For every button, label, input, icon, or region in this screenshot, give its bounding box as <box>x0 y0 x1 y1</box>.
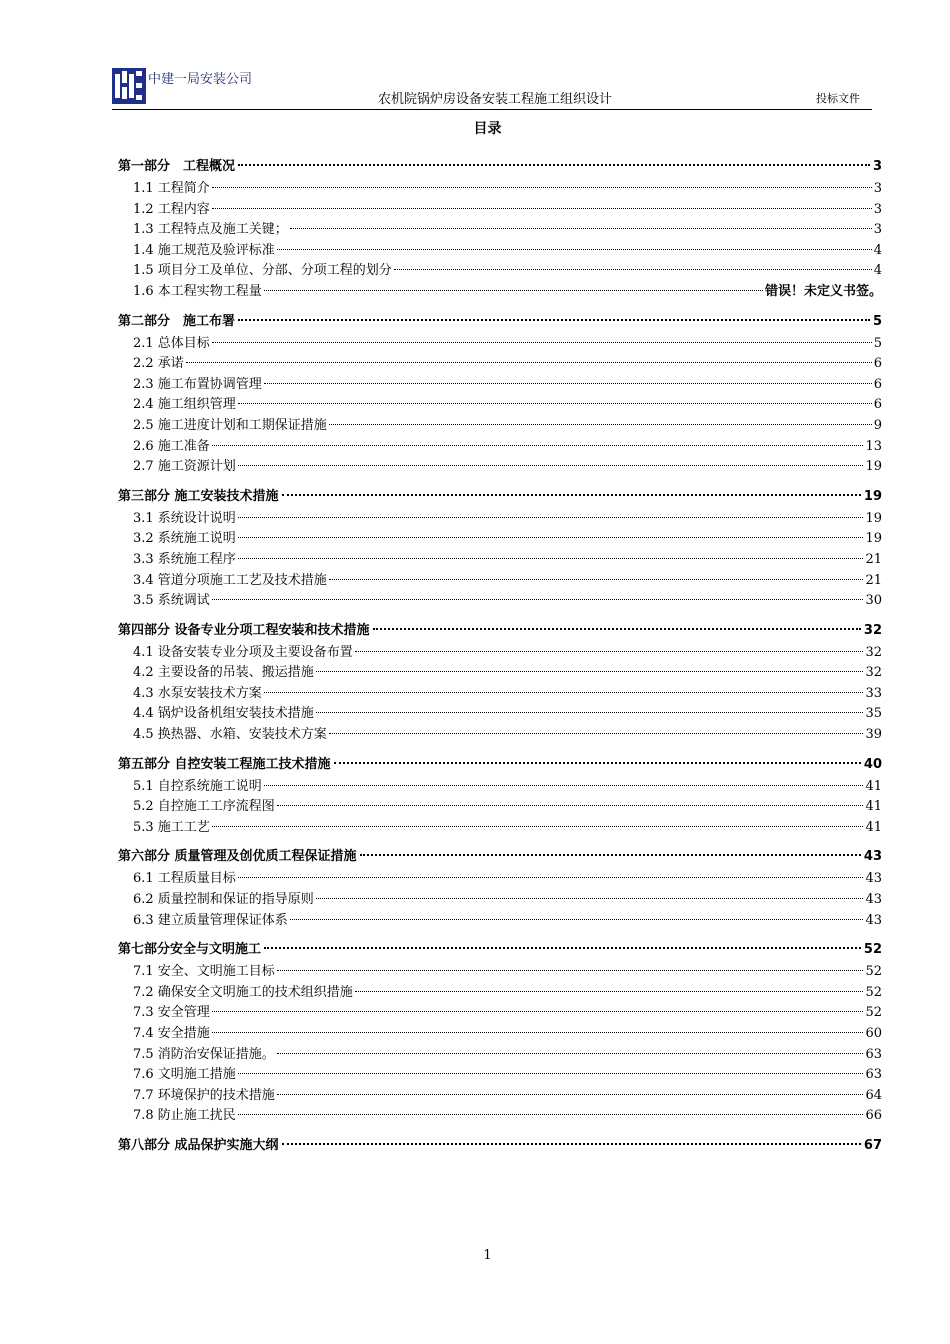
dot-leader <box>290 919 864 920</box>
toc-page-number: 32 <box>863 622 882 638</box>
toc-page-number: 19 <box>865 510 882 526</box>
dot-leader <box>212 826 864 827</box>
dot-leader <box>264 290 763 291</box>
toc-part-entry[interactable] <box>118 155 882 179</box>
dot-leader <box>316 898 864 899</box>
toc-entry[interactable] <box>118 282 882 303</box>
dot-leader <box>238 319 870 321</box>
dot-leader <box>282 1143 861 1145</box>
toc-entry[interactable] <box>118 1045 882 1066</box>
page-header <box>112 66 872 108</box>
toc-entry-label: 1.5 项目分工及单位、分部、分项工程的划分 <box>133 263 392 279</box>
dot-leader <box>212 187 872 188</box>
toc-page-number: 41 <box>865 799 882 815</box>
dot-leader <box>238 537 864 538</box>
toc-page-number: 32 <box>865 665 882 681</box>
toc-part-entry[interactable] <box>118 619 882 643</box>
toc-entry-label: 7.5 消防治安保证措施。 <box>133 1046 275 1062</box>
toc-entry-label: 7.7 环境保护的技术措施 <box>133 1087 275 1103</box>
toc-entry-label: 3.4 管道分项施工工艺及技术措施 <box>133 572 327 588</box>
toc-page-number: 4 <box>873 263 882 279</box>
toc-entry-label: 5.1 自控系统施工说明 <box>133 778 262 794</box>
dot-leader <box>238 164 870 166</box>
header-divider <box>112 109 872 110</box>
toc-entry[interactable] <box>118 437 882 458</box>
toc-section <box>118 310 882 478</box>
toc-entry[interactable] <box>118 725 882 746</box>
company-name: 中建一局安装公司 <box>148 72 253 87</box>
toc-page-number: 5 <box>873 335 882 351</box>
toc-section <box>118 155 882 303</box>
toc-entry[interactable] <box>118 684 882 705</box>
toc-entry[interactable] <box>118 354 882 375</box>
document-title: 农机院锅炉房设备安装工程施工组织设计 <box>378 92 613 107</box>
dot-leader <box>238 517 864 518</box>
dot-leader <box>212 1011 864 1012</box>
toc-page-number: 43 <box>863 849 882 865</box>
toc-entry[interactable] <box>118 1106 882 1127</box>
dot-leader <box>238 1114 864 1115</box>
dot-leader <box>238 403 872 404</box>
toc-page-number: 43 <box>865 871 882 887</box>
toc-page-number: 5 <box>872 313 882 329</box>
dot-leader <box>212 599 864 600</box>
toc-page-number: 9 <box>873 417 882 433</box>
toc-page-number: 21 <box>865 572 882 588</box>
toc-page-number: 19 <box>863 488 882 504</box>
toc-entry-label: 3.5 系统调试 <box>133 593 210 609</box>
toc-entry[interactable] <box>118 1086 882 1107</box>
toc-entry[interactable] <box>118 911 882 932</box>
toc-entry-label: 6.3 建立质量管理保证体系 <box>133 912 288 928</box>
toc-entry[interactable] <box>118 1003 882 1024</box>
toc-page-number: 43 <box>865 912 882 928</box>
toc-entry-label: 1.2 工程内容 <box>133 201 210 217</box>
dot-leader <box>316 671 864 672</box>
toc-entry-label: 6.2 质量控制和保证的指导原则 <box>133 892 314 908</box>
toc-part-entry[interactable] <box>118 845 882 869</box>
dot-leader <box>277 805 864 806</box>
toc-entry[interactable] <box>118 869 882 890</box>
toc-page-number: 39 <box>865 727 882 743</box>
toc-part-title: 第八部分 成品保护实施大纲 <box>118 1137 279 1153</box>
toc-entry[interactable] <box>118 704 882 725</box>
toc-entry[interactable] <box>118 983 882 1004</box>
toc-entry-label: 1.6 本工程实物工程量 <box>133 283 262 299</box>
toc-part-entry[interactable] <box>118 753 882 777</box>
toc-page-number: 6 <box>873 356 882 372</box>
toc-section <box>118 485 882 612</box>
page-number: 1 <box>483 1248 492 1263</box>
dot-leader <box>329 424 872 425</box>
toc-entry-label: 7.8 防止施工扰民 <box>133 1108 236 1124</box>
toc-entry-label: 4.1 设备安装专业分项及主要设备布置 <box>133 644 353 660</box>
toc-entry-label: 7.2 确保安全文明施工的技术组织措施 <box>133 984 353 1000</box>
toc-part-title: 第六部分 质量管理及创优质工程保证措施 <box>118 849 357 865</box>
toc-entry-label: 7.1 安全、文明施工目标 <box>133 964 275 980</box>
toc-entry[interactable] <box>118 777 882 798</box>
toc-entry[interactable] <box>118 179 882 200</box>
dot-leader <box>360 854 861 856</box>
toc-part-title: 第七部分安全与文明施工 <box>118 942 262 958</box>
toc-section <box>118 938 882 1127</box>
toc-part-title: 第五部分 自控安装工程施工技术措施 <box>118 756 331 772</box>
dot-leader <box>186 362 872 363</box>
toc-entry[interactable] <box>118 375 882 396</box>
toc-page-number: 13 <box>865 438 882 454</box>
table-of-contents <box>118 155 882 1158</box>
toc-page-number: 错误！未定义书签。 <box>764 283 882 299</box>
dot-leader <box>329 579 864 580</box>
toc-entry[interactable] <box>118 550 882 571</box>
dot-leader <box>264 785 864 786</box>
toc-entry-label: 7.3 安全管理 <box>133 1005 210 1021</box>
dot-leader <box>277 1094 864 1095</box>
toc-title: 目录 <box>473 121 502 137</box>
toc-part-title: 第三部分 施工安装技术措施 <box>118 488 279 504</box>
dot-leader <box>394 269 872 270</box>
toc-section <box>118 1134 882 1158</box>
toc-entry-label: 2.5 施工进度计划和工期保证措施 <box>133 417 327 433</box>
toc-page-number: 21 <box>865 551 882 567</box>
toc-page-number: 4 <box>873 242 882 258</box>
toc-section <box>118 619 882 746</box>
toc-entry[interactable] <box>118 643 882 664</box>
dot-leader <box>212 208 872 209</box>
toc-part-entry[interactable] <box>118 1134 882 1158</box>
dot-leader <box>290 228 872 229</box>
toc-entry-label: 1.3 工程特点及施工关键； <box>133 222 288 238</box>
toc-entry-label: 1.4 施工规范及验评标准 <box>133 242 275 258</box>
toc-entry[interactable] <box>118 457 882 478</box>
toc-page-number: 30 <box>865 593 882 609</box>
dot-leader <box>355 991 864 992</box>
toc-page-number: 52 <box>865 964 882 980</box>
toc-entry[interactable] <box>118 797 882 818</box>
toc-page-number: 6 <box>873 376 882 392</box>
toc-page-number: 63 <box>865 1046 882 1062</box>
toc-page-number: 19 <box>865 531 882 547</box>
toc-page-number: 33 <box>865 685 882 701</box>
toc-entry[interactable] <box>118 416 882 437</box>
toc-page-number: 52 <box>865 984 882 1000</box>
toc-entry-label: 4.2 主要设备的吊装、搬运措施 <box>133 665 314 681</box>
dot-leader <box>355 651 864 652</box>
toc-page-number: 63 <box>865 1067 882 1083</box>
toc-entry[interactable] <box>118 591 882 612</box>
toc-page-number: 64 <box>865 1087 882 1103</box>
toc-entry[interactable] <box>118 395 882 416</box>
dot-leader <box>264 383 872 384</box>
dot-leader <box>277 970 864 971</box>
dot-leader <box>264 947 861 949</box>
toc-entry[interactable] <box>118 962 882 983</box>
toc-page-number: 43 <box>865 892 882 908</box>
dot-leader <box>238 877 864 878</box>
toc-entry-label: 4.4 锅炉设备机组安装技术措施 <box>133 706 314 722</box>
toc-entry-label: 3.1 系统设计说明 <box>133 510 236 526</box>
toc-entry-label: 2.3 施工布置协调管理 <box>133 376 262 392</box>
toc-section <box>118 753 882 839</box>
toc-page-number: 52 <box>863 942 882 958</box>
dot-leader <box>212 445 864 446</box>
toc-entry-label: 1.1 工程简介 <box>133 181 210 196</box>
toc-page-number: 41 <box>865 819 882 835</box>
toc-page-number: 3 <box>872 159 882 174</box>
toc-entry[interactable] <box>118 1065 882 1086</box>
toc-entry-label: 3.2 系统施工说明 <box>133 531 236 547</box>
toc-page-number: 3 <box>873 201 882 217</box>
toc-entry-label: 2.6 施工准备 <box>133 438 210 454</box>
dot-leader <box>277 1053 864 1054</box>
toc-page-number: 32 <box>865 644 882 660</box>
dot-leader <box>277 249 872 250</box>
toc-entry[interactable] <box>118 200 882 221</box>
toc-entry-label: 7.4 安全措施 <box>133 1026 210 1041</box>
dot-leader <box>238 1073 864 1074</box>
toc-page-number: 67 <box>863 1137 882 1153</box>
toc-part-title: 第一部分 工程概况 <box>118 159 236 174</box>
dot-leader <box>329 733 864 734</box>
toc-entry[interactable] <box>118 509 882 530</box>
toc-entry[interactable] <box>118 890 882 911</box>
toc-entry[interactable] <box>118 529 882 550</box>
toc-page-number: 60 <box>865 1026 882 1041</box>
document-tag: 投标文件 <box>816 92 860 105</box>
toc-page-number: 3 <box>873 181 882 196</box>
toc-page-number: 40 <box>863 756 882 772</box>
toc-entry[interactable] <box>118 1024 882 1045</box>
toc-entry[interactable] <box>118 663 882 684</box>
toc-section <box>118 845 882 931</box>
dot-leader <box>373 628 861 630</box>
toc-part-title: 第四部分 设备专业分项工程安装和技术措施 <box>118 622 370 638</box>
toc-page-number: 41 <box>865 778 882 794</box>
dot-leader <box>212 1032 864 1033</box>
toc-entry-label: 2.4 施工组织管理 <box>133 397 236 413</box>
toc-entry[interactable] <box>118 261 882 282</box>
toc-page-number: 66 <box>865 1108 882 1124</box>
toc-entry-label: 4.3 水泵安装技术方案 <box>133 685 262 701</box>
dot-leader <box>316 712 864 713</box>
toc-part-title: 第二部分 施工布署 <box>118 313 236 329</box>
company-logo-icon <box>112 68 146 104</box>
toc-part-entry[interactable] <box>118 485 882 509</box>
toc-page-number: 52 <box>865 1005 882 1021</box>
toc-entry[interactable] <box>118 241 882 262</box>
toc-page-number: 19 <box>865 459 882 475</box>
dot-leader <box>264 692 864 693</box>
toc-entry-label: 4.5 换热器、水箱、安装技术方案 <box>133 727 327 743</box>
toc-page-number: 6 <box>873 397 882 413</box>
dot-leader <box>238 465 864 466</box>
toc-entry-label: 2.2 承诺 <box>133 356 184 372</box>
toc-entry-label: 7.6 文明施工措施 <box>133 1067 236 1083</box>
toc-entry-label: 5.3 施工工艺 <box>133 819 210 835</box>
toc-page-number: 35 <box>865 706 882 722</box>
toc-entry-label: 5.2 自控施工工序流程图 <box>133 799 275 815</box>
toc-entry-label: 3.3 系统施工程序 <box>133 551 236 567</box>
toc-entry[interactable] <box>118 334 882 355</box>
toc-page-number: 3 <box>873 222 882 238</box>
toc-entry[interactable] <box>118 818 882 839</box>
toc-entry-label: 6.1 工程质量目标 <box>133 871 236 887</box>
dot-leader <box>238 558 864 559</box>
toc-part-entry[interactable] <box>118 310 882 334</box>
dot-leader <box>212 342 872 343</box>
toc-entry[interactable] <box>118 571 882 592</box>
toc-entry-label: 2.1 总体目标 <box>133 335 210 351</box>
dot-leader <box>334 762 861 764</box>
dot-leader <box>282 494 861 496</box>
toc-entry-label: 2.7 施工资源计划 <box>133 459 236 475</box>
toc-part-entry[interactable] <box>118 938 882 962</box>
toc-entry[interactable] <box>118 220 882 241</box>
